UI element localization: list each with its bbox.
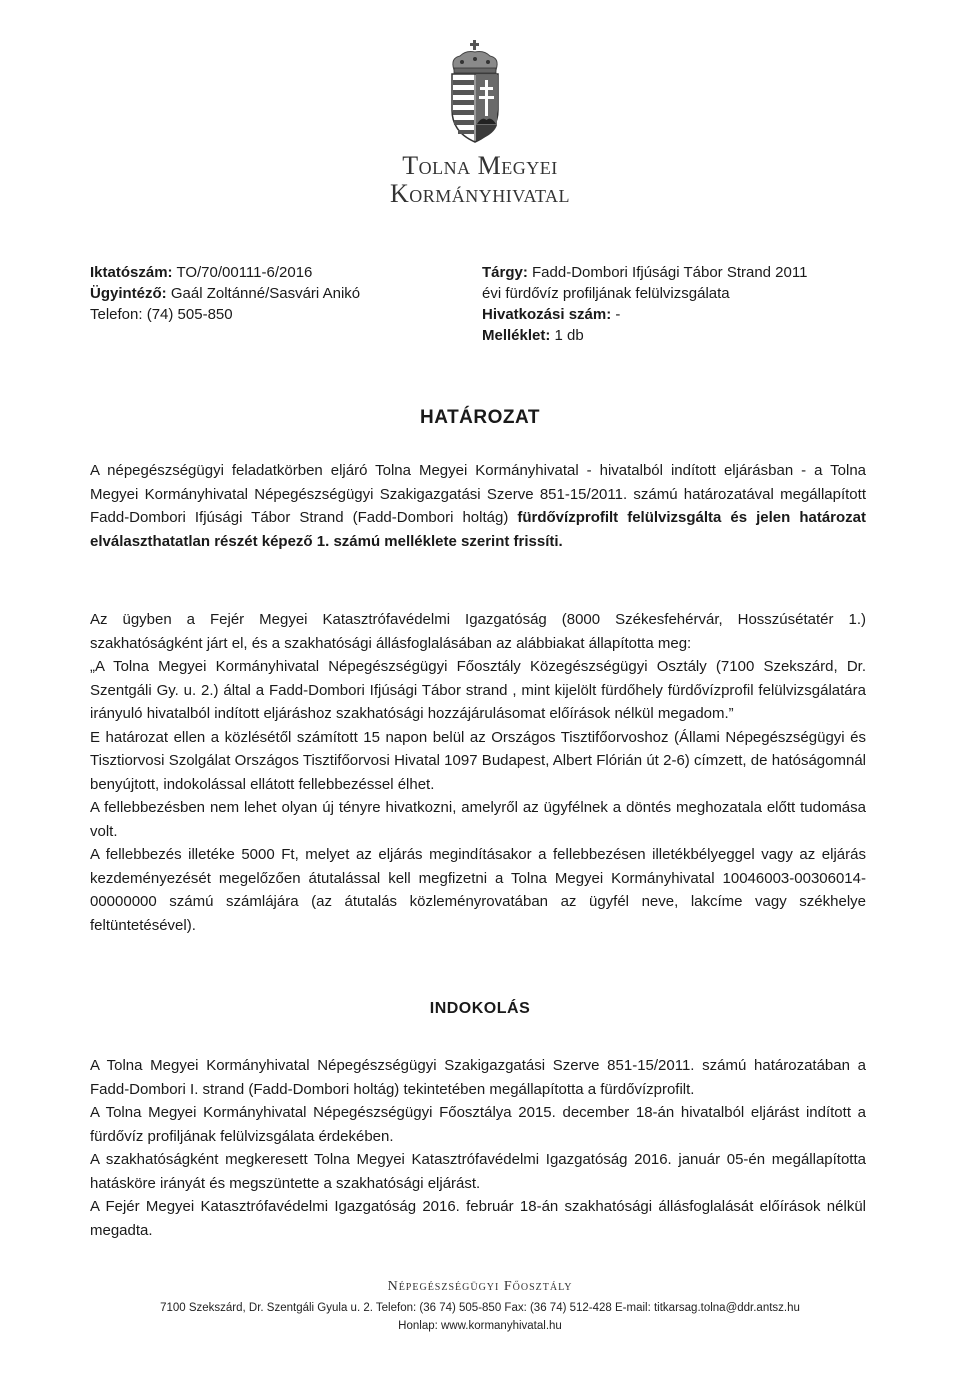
reasoning-paragraphs (90, 1054, 866, 1242)
targy-label: Tárgy: (482, 264, 528, 281)
decision-details (90, 608, 866, 937)
office-name-line1: Tolna Megyei (402, 151, 558, 180)
appeal-fee: A fellebbezés illetéke 5000 Ft, melyet az eljárás megindításakor a fellebbezésen illetékbélyeggel vagy az eljárás kezdeményezését megelőzően átutalással kell megfizetni a Tolna Megyei Kormányhivatal 10046003-00306014-00000000 számú számlájára (az átutalás közleményrovatában az ügyfél neve, lakcíme vagy székhelye feltüntetésével). (90, 846, 866, 934)
reasoning-line: A Fejér Megyei Katasztrófavédelmi Igazgatóság 2016. február 18-án szakhatósági állásfoglalását előírások nélkül megadta. (90, 1198, 866, 1239)
case-meta-left (90, 262, 360, 325)
decision-heading: HATÁROZAT (420, 407, 540, 428)
telefon-value: (74) 505-850 (146, 306, 233, 323)
telefon-row (90, 304, 360, 325)
decision-text: A népegészségügyi feladatkörben eljáró Tolna Megyei Kormányhivatal - hivatalból indított eljárásban - a Tolna Megyei Kormányhivatal Népegészségügyi Szakigazgatási Szerve 851-15/2011. számú határozatával megállapított Fadd-Dombori Ifjúsági Tábor Strand (Fadd-Dombori holtág) (90, 462, 866, 526)
hivatkozasi-label: Hivatkozási szám: (482, 306, 612, 323)
targy-value-line1: Fadd-Dombori Ifjúsági Tábor Strand 2011 (532, 264, 808, 281)
footer-contact: 7100 Szekszárd, Dr. Szentgáli Gyula u. 2. Telefon: (36 74) 505-850 Fax: (36 74) 512-428 E-mail: titkarsag.tolna@ddr.antsz.hu (160, 1302, 800, 1314)
reasoning-heading: INDOKOLÁS (429, 1000, 531, 1017)
reasoning-line: A Tolna Megyei Kormányhivatal Népegészségügyi Szakigazgatási Szerve 851-15/2011. számú határozatában a Fadd-Dombori I. strand (Fadd-Dombori holtág) tekintetében megállapította a fürdővízprofilt. (90, 1057, 866, 1098)
reasoning-line: A szakhatóságként megkeresett Tolna Megyei Katasztrófavédelmi Igazgatóság 2016. január 05-én megállapította hatásköre irányát és megszüntette a szakhatósági eljárást. (90, 1151, 866, 1192)
ugyintezo-label: Ügyintéző: (90, 285, 167, 302)
melleklet-label: Melléklet: (482, 327, 551, 344)
case-meta-right (482, 262, 807, 346)
ugyintezo-row (90, 283, 360, 304)
hungarian-coat-of-arms-icon (442, 40, 508, 144)
targy-value-line2: évi fürdővíz profiljának felülvizsgálata (482, 285, 730, 302)
authority-quote: „A Tolna Megyei Kormányhivatal Népegészségügyi Főosztály Közegészségügyi Osztály (7100 Szekszárd, Dr. Szentgáli Gy. u. 2.) által a Fadd-Dombori Ifjúsági Tábor strand , mint kijelölt fürdőhely fürdővízprofil felülvizsgálatára irányuló hivatalból indított eljáráshoz szakhatósági hozzájárulásomat előírások nélkül megadom.” (90, 658, 866, 722)
decision-text-bold: fürdővízprofilt felülvizsgálta és jelen határozat elválaszthatatlan részét képező 1. számú melléklete szerint frissíti. (90, 509, 867, 550)
telefon-label: Telefon: (90, 306, 143, 323)
melleklet-value: 1 db (554, 327, 584, 344)
hivatkozasi-value: - (615, 306, 621, 323)
authority-statement: Az ügyben a Fejér Megyei Katasztrófavédelmi Igazgatóság (8000 Székesfehérvár, Hosszúsétatér 1.) szakhatóságként járt el, és a szakhatósági állásfoglalásában az alábbiakat állapította meg: (90, 611, 866, 652)
iktatoszam-value: TO/70/00111-6/2016 (176, 264, 313, 281)
appeal-info: E határozat ellen a közlésétől számított 15 napon belül az Országos Tisztifőorvoshoz (Állami Népegészségügyi és Tisztiorvosi Szolgálat Országos Tisztifőorvosi Hivatal 1097 Budapest, Albert Flórián út 2-6) címzett, de hatóságomnál benyújtott, indokolással ellátott fellebbezéssel élhet. (90, 728, 866, 793)
ugyintezo-value: Gaál Zoltánné/Sasvári Anikó (170, 285, 361, 302)
issuing-office-name (250, 152, 710, 208)
reasoning-line: A Tolna Megyei Kormányhivatal Népegészségügyi Főosztálya 2015. december 18-án hivatalból eljárást indított a fürdővíz profiljának felülvizsgálata érdekében. (90, 1104, 866, 1145)
targy-row (482, 262, 807, 283)
iktatoszam-row (90, 262, 360, 283)
office-name-line2: Kormányhivatal (389, 179, 570, 208)
footer-website: Honlap: www.kormanyhivatal.hu (398, 1320, 562, 1332)
appeal-restriction: A fellebbezésben nem lehet olyan új tényre hivatkozni, amelyről az ügyfélnek a döntés meghozatala előtt tudomása volt. (90, 799, 866, 840)
hivatkozasi-row (482, 304, 807, 325)
footer-department: Népegészségügyi Főosztály (387, 1279, 573, 1294)
melleklet-row (482, 325, 807, 346)
decision-paragraph (90, 459, 866, 553)
iktatoszam-label: Iktatószám: (90, 264, 173, 281)
